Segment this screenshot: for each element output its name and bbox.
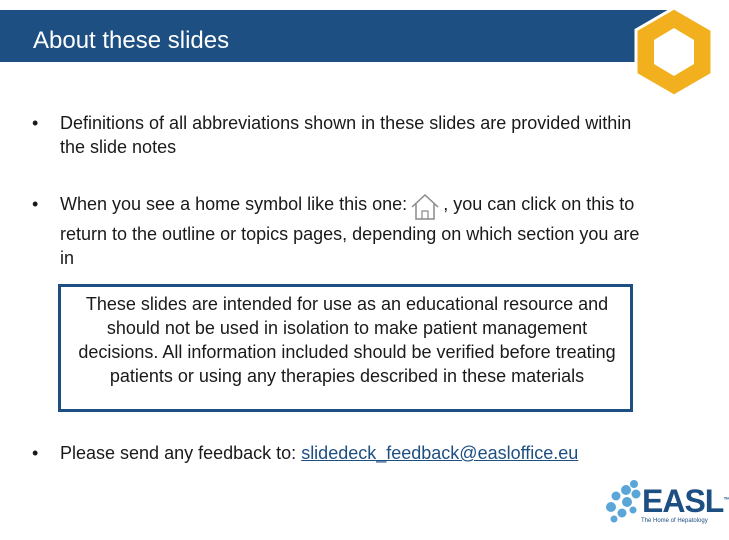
bullet-text [60, 441, 650, 465]
bullet-text [60, 192, 650, 270]
feedback-email-link[interactable]: slidedeck_feedback@easloffice.eu [301, 443, 579, 463]
easl-name: EASL [642, 483, 724, 519]
bullet-marker: • [32, 443, 39, 463]
slide-header [0, 0, 720, 70]
slide-title: About these slides [33, 27, 230, 54]
bullet-text: Definitions of all abbreviations shown in these slides are provided within the slide notes [60, 113, 632, 157]
home-icon[interactable] [409, 192, 441, 222]
easl-tm: ™ [723, 497, 729, 504]
bullet-marker: • [32, 194, 39, 214]
disclaimer-box [58, 284, 633, 412]
feedback-label: Please send any feedback to: [60, 443, 297, 463]
hexagon-logo-icon [628, 2, 720, 102]
home-text-before: When you see a home symbol like this one: [60, 194, 408, 214]
disclaimer-text: These slides are intended for use as an educational resource and should not be used in isolation to make patient management decisions. All information included should be verified before treating patients or using any therapies described in these materials [78, 294, 616, 386]
bullet-marker: • [32, 113, 39, 133]
easl-logo-text [642, 483, 729, 519]
home-text-after: , you can click on this to return to the outline or topics pages, depending on which section you are in [60, 194, 640, 268]
easl-tagline: The Home of Hepatology [641, 518, 708, 524]
